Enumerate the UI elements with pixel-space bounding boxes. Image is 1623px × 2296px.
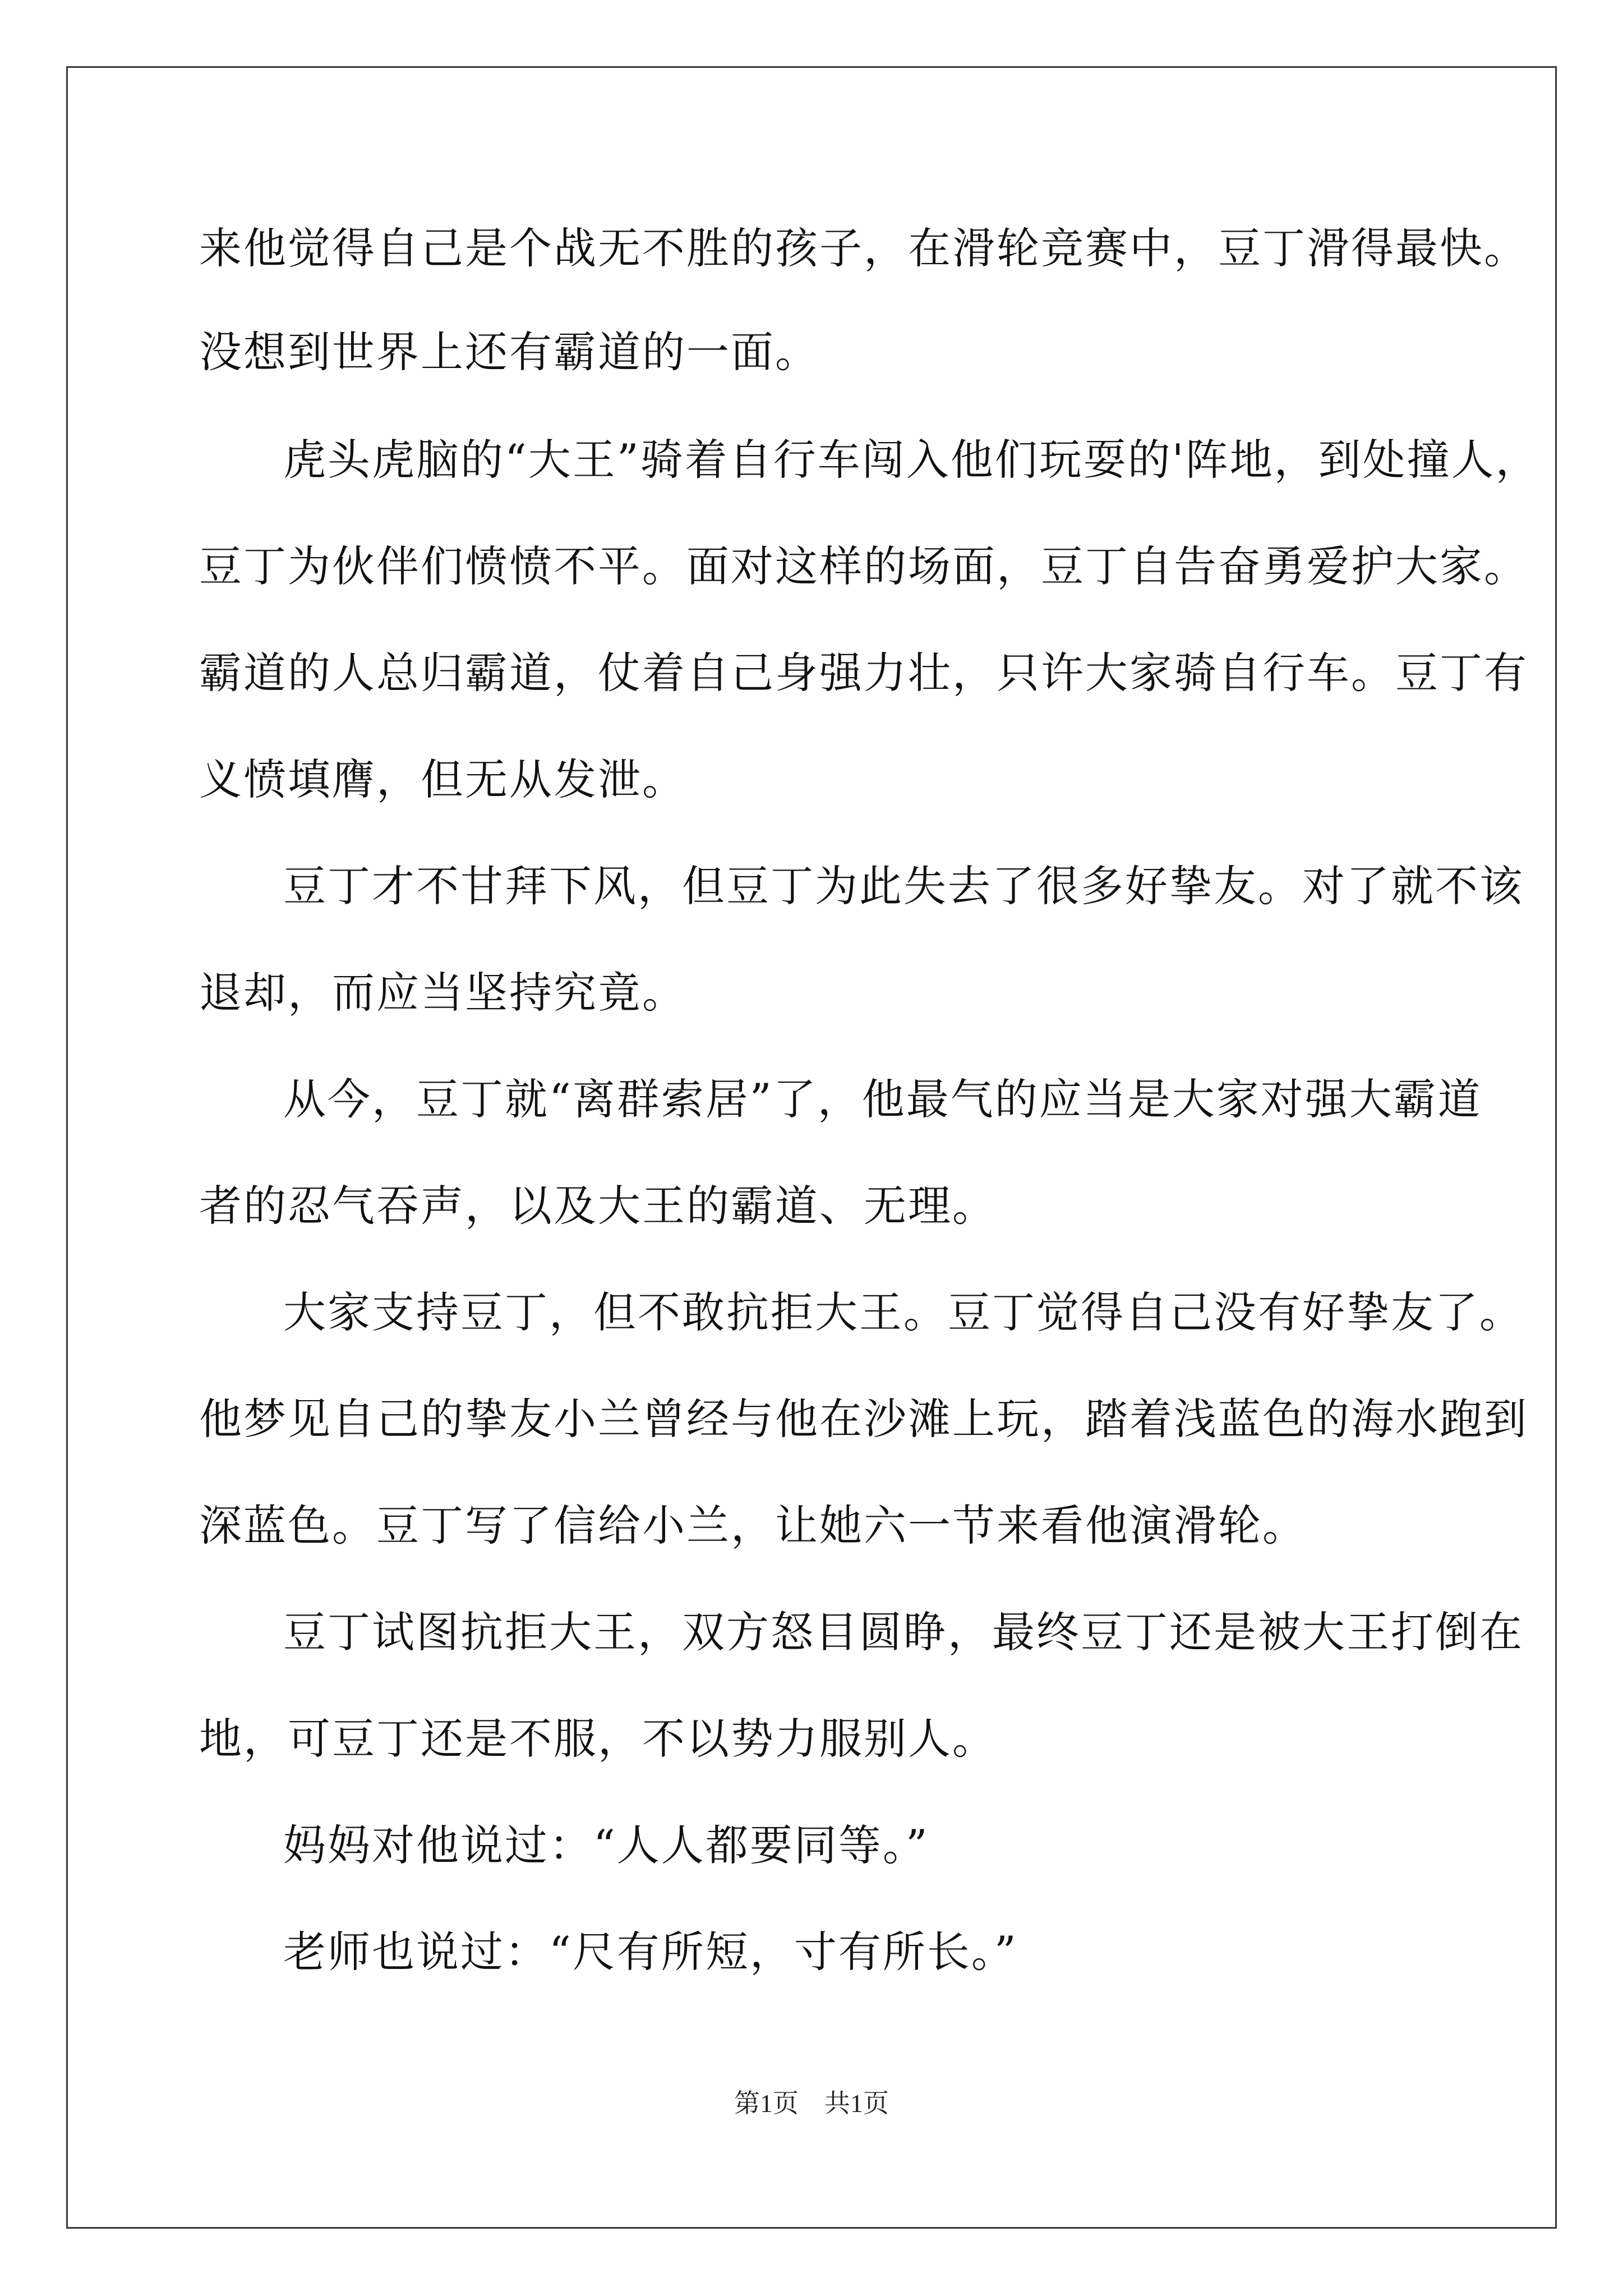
page-footer <box>0 2087 1623 2120</box>
paragraph-start-line: 从今，豆丁就“离群索居”了，他最气的应当是大家对强大霸道 <box>283 1074 1482 1124</box>
text-line: 退却，而应当坚持究竟。 <box>199 968 686 1018</box>
paragraph-start-line: 豆丁试图抗拒大王，双方怒目圆睁，最终豆丁还是被大王打倒在 <box>283 1607 1524 1657</box>
text-line: 地，可豆丁还是不服，不以势力服别人。 <box>199 1714 997 1764</box>
page-number: 第1页 <box>734 2089 799 2118</box>
paragraph-start-line: 老师也说过：“尺有所短，寸有所长。” <box>283 1927 1018 1977</box>
text-line: 者的忍气吞声，以及大王的霸道、无理。 <box>199 1181 997 1231</box>
text-line: 豆丁为伙伴们愤愤不平。面对这样的场面，豆丁自告奋勇爱护大家。 <box>199 541 1528 591</box>
text-line: 他梦见自己的挚友小兰曾经与他在沙滩上玩，踏着浅蓝色的海水跑到 <box>199 1394 1528 1444</box>
paragraph-start-line: 豆丁才不甘拜下风，但豆丁为此失去了很多好挚友。对了就不该 <box>283 861 1524 911</box>
page-total: 共1页 <box>824 2089 889 2118</box>
text-line: 义愤填膺，但无从发泄。 <box>199 754 686 804</box>
text-line: 没想到世界上还有霸道的一面。 <box>199 327 819 377</box>
text-line: 深蓝色。豆丁写了信给小兰，让她六一节来看他演滑轮。 <box>199 1501 1307 1550</box>
paragraph-start-line: 虎头虎脑的“大王”骑着自行车闯入他们玩耍的'阵地，到处撞人， <box>283 435 1540 485</box>
page-border <box>66 66 1557 2229</box>
text-line: 来他觉得自己是个战无不胜的孩子，在滑轮竞赛中，豆丁滑得最快。 <box>199 223 1528 273</box>
paragraph-start-line: 大家支持豆丁，但不敢抗拒大王。豆丁觉得自己没有好挚友了。 <box>283 1287 1524 1337</box>
paragraph-start-line: 妈妈对他说过：“人人都要同等。” <box>283 1820 929 1870</box>
text-line: 霸道的人总归霸道，仗着自己身强力壮，只许大家骑自行车。豆丁有 <box>199 648 1528 698</box>
